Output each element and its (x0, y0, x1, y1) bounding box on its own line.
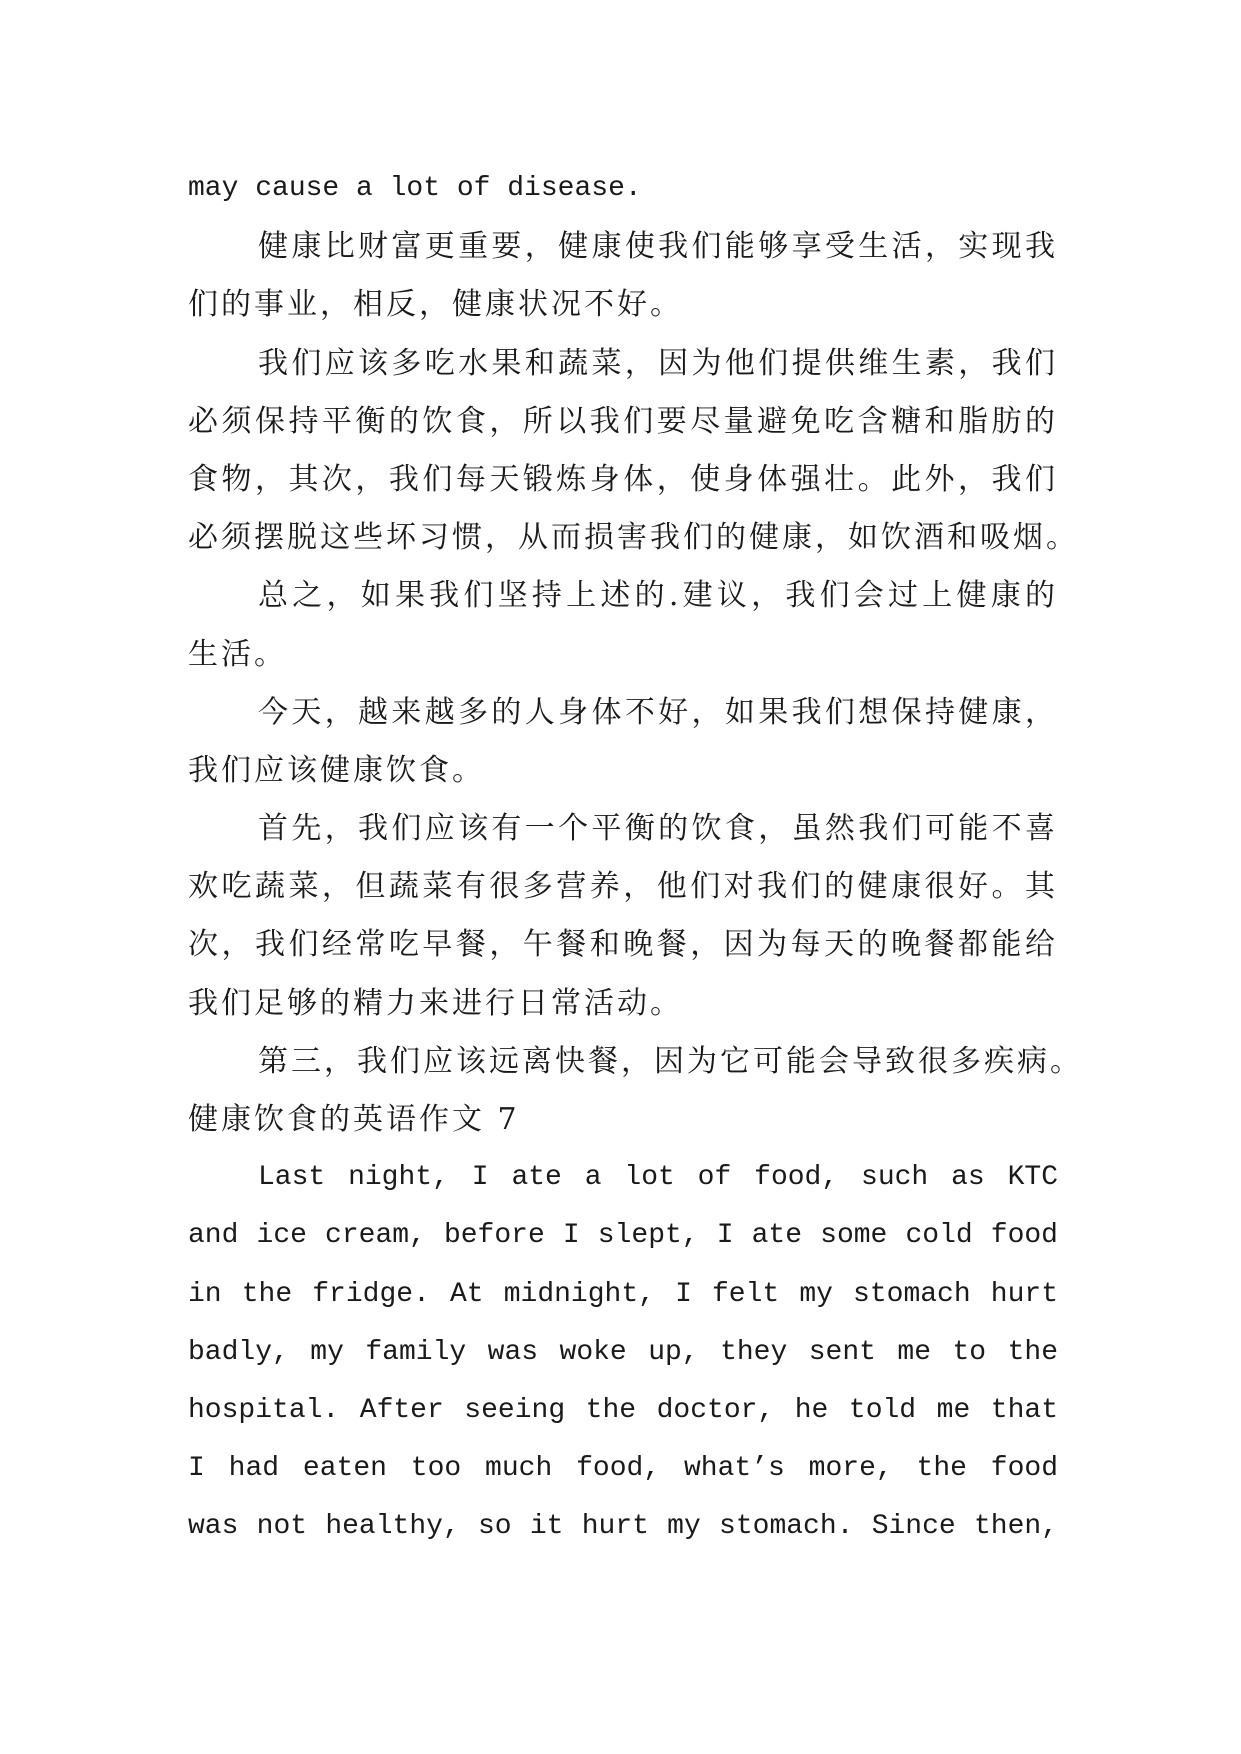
text-line: 生活。 (188, 636, 287, 672)
text-line: 总之，如果我们坚持上述的.建议，我们会过上健康的 (258, 578, 1058, 614)
text-line: 健康比财富更重要，健康使我们能够享受生活，实现我 (258, 229, 1058, 265)
text-line: hospital. After seeing the doctor, he told me that (188, 1394, 1058, 1426)
text-line: I had eaten too much food, what’s more, the food (188, 1453, 1058, 1485)
text-line: was not healthy, so it hurt my stomach. Since then, (188, 1511, 1058, 1543)
text-line: 必须保持平衡的饮食，所以我们要尽量避免吃含糖和脂肪的 (188, 403, 1058, 439)
text-line: in the fridge. At midnight, I felt my stomach hurt (188, 1278, 1058, 1310)
text-line: 健康饮食的英语作文 7 (188, 1102, 520, 1137)
text-line: 必须摆脱这些坏习惯，从而损害我们的健康，如饮酒和吸烟。 (188, 520, 1079, 556)
text-line: and ice cream, before I slept, I ate some cold food (188, 1220, 1058, 1252)
text-line: may cause a lot of disease. (188, 173, 642, 204)
text-line: 首先，我们应该有一个平衡的饮食，虽然我们可能不喜 (258, 811, 1058, 847)
text-line: 今天，越来越多的人身体不好，如果我们想保持健康， (258, 694, 1058, 730)
text-line: 次，我们经常吃早餐，午餐和晚餐，因为每天的晚餐都能给 (188, 927, 1058, 963)
document-body (188, 160, 1083, 1557)
text-line: 们的事业，相反，健康状况不好。 (188, 287, 683, 323)
text-line: badly, my family was woke up, they sent me to the (188, 1336, 1058, 1368)
text-line: 我们应该健康饮食。 (188, 752, 485, 788)
text-line: 欢吃蔬菜，但蔬菜有很多营养，他们对我们的健康很好。其 (188, 869, 1058, 905)
text-line: 我们足够的精力来进行日常活动。 (188, 985, 683, 1021)
text-line: 我们应该多吃水果和蔬菜，因为他们提供维生素，我们 (258, 345, 1058, 381)
text-line: 食物，其次，我们每天锻炼身体，使身体强壮。此外，我们 (188, 461, 1058, 497)
text-line: Last night, I ate a lot of food, such as KTC (258, 1162, 1058, 1194)
text-line: 第三，我们应该远离快餐，因为它可能会导致很多疾病。 (258, 1043, 1083, 1079)
